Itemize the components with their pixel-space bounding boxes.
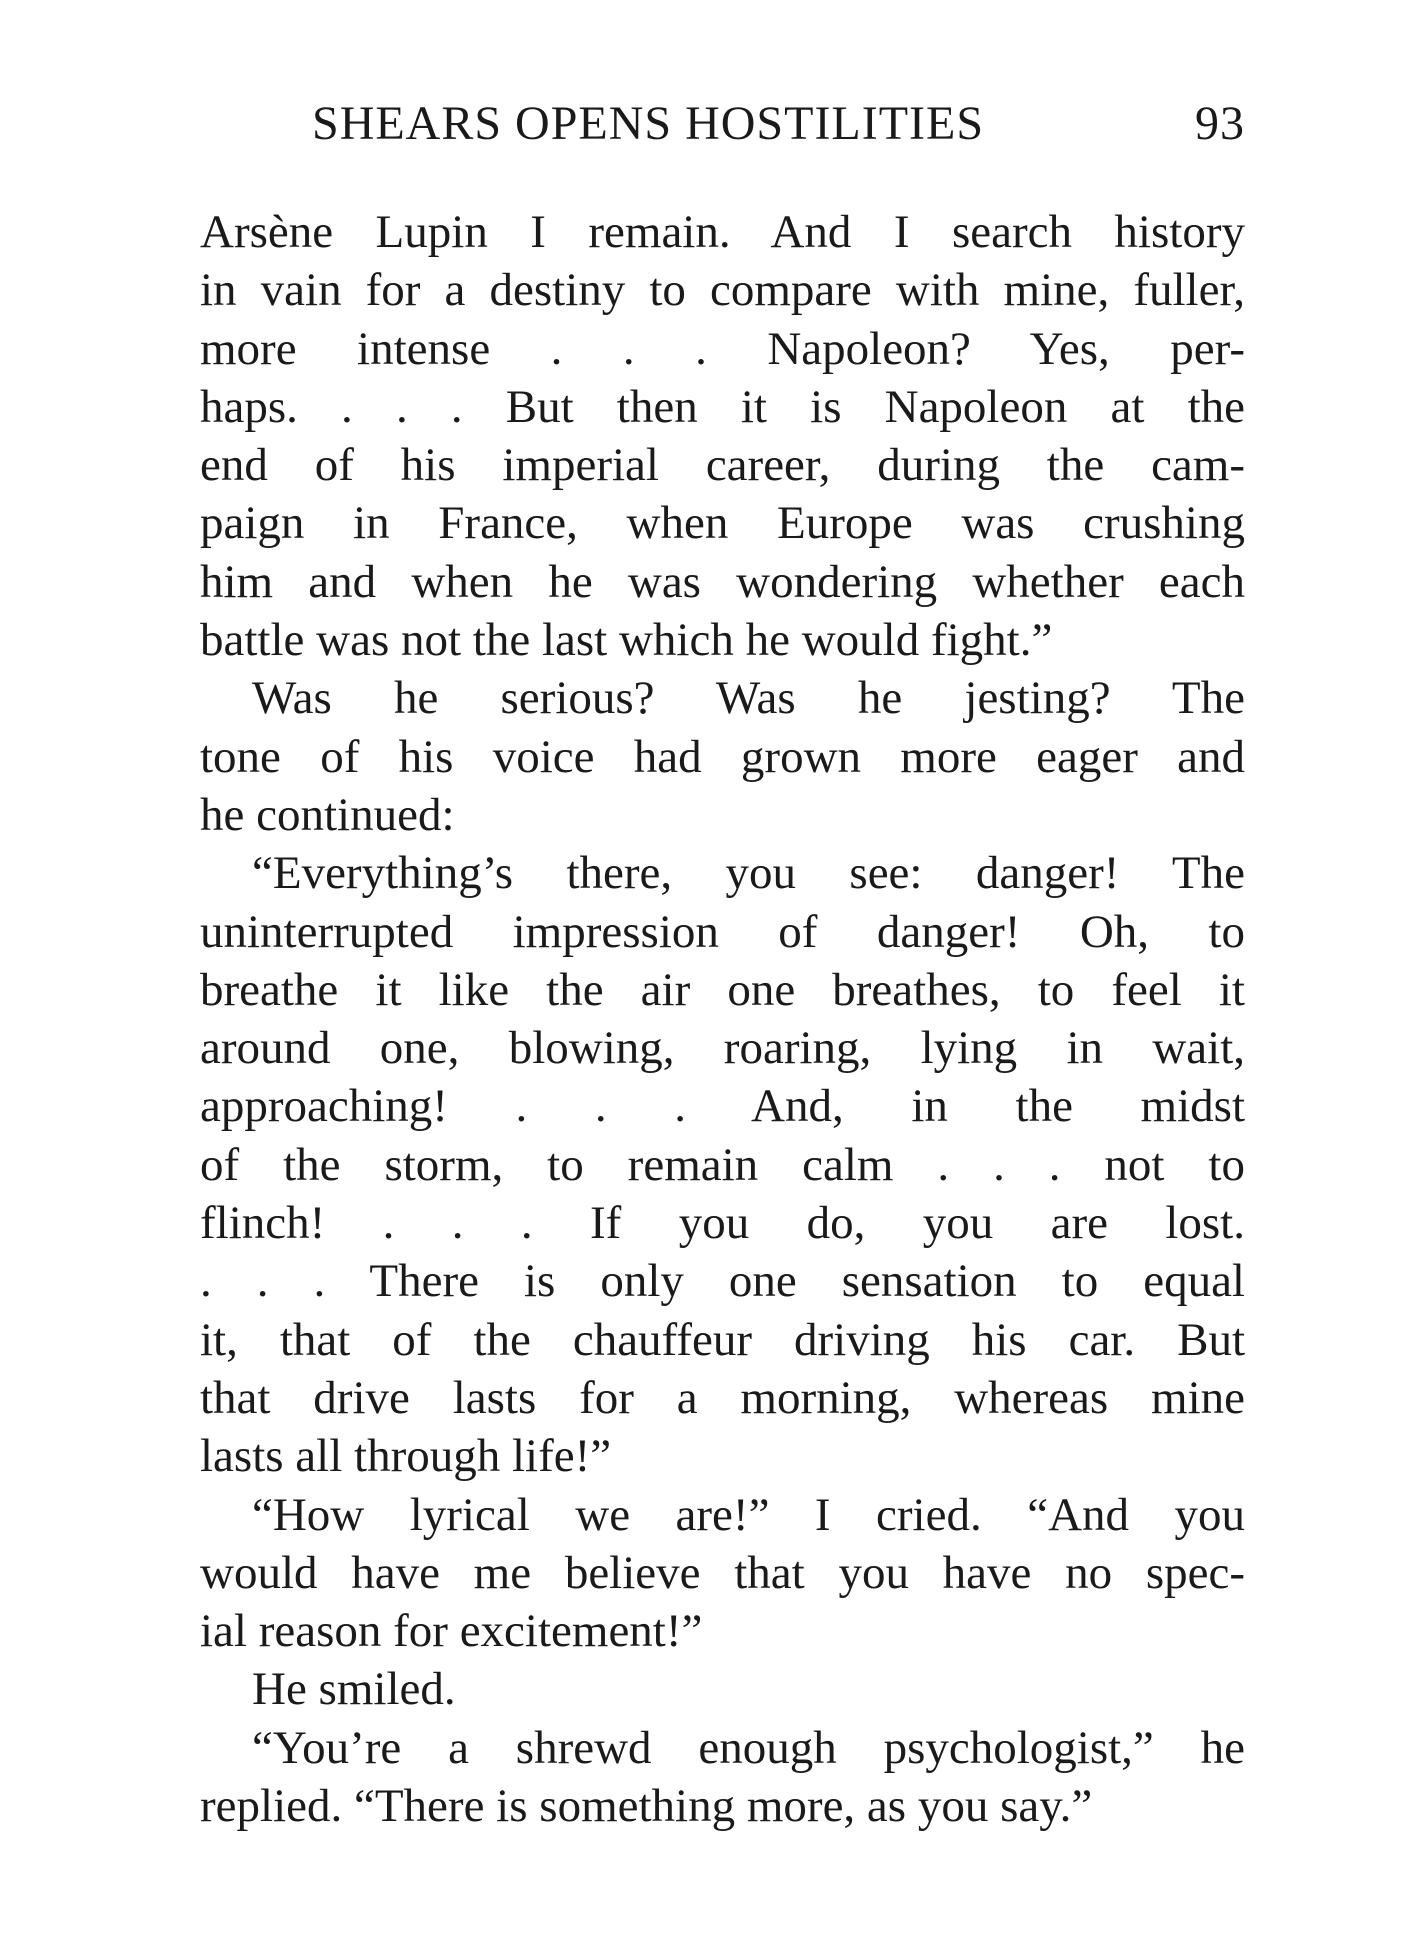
paragraph (200, 203, 1245, 669)
text-line: “How lyrical we are!” I cried. “And you (252, 1488, 1245, 1541)
running-title: SHEARS OPENS HOSTILITIES (312, 97, 985, 150)
text-line: flinch! . . . If you do, you are lost. (200, 1197, 1245, 1250)
text-line: approaching! . . . And, in the midst (200, 1080, 1245, 1133)
text-line: of the storm, to remain calm . . . not to (200, 1138, 1245, 1191)
text-line: it, that of the chauffeur driving his car. But (200, 1313, 1245, 1366)
text-line: “You’re a shrewd enough psychologist,” he (252, 1721, 1245, 1774)
paragraph (200, 1719, 1245, 1836)
text-line: Was he serious? Was he jesting? The (252, 672, 1245, 725)
text-line: tone of his voice had grown more eager and (200, 730, 1245, 783)
text-line: would have me believe that you have no spec- (200, 1546, 1245, 1599)
text-line: more intense . . . Napoleon? Yes, per- (200, 322, 1245, 375)
text-line: breathe it like the air one breathes, to feel it (200, 963, 1245, 1016)
text-line: He smiled. (252, 1663, 456, 1716)
text-line: ial reason for excitement!” (200, 1605, 703, 1658)
text-line: haps. . . . But then it is Napoleon at the (200, 380, 1245, 433)
text-line: “Everything’s there, you see: danger! The (252, 847, 1245, 900)
text-line: Arsène Lupin I remain. And I search history (200, 206, 1245, 258)
text-line: around one, blowing, roaring, lying in wait, (200, 1022, 1245, 1075)
text-line: that drive lasts for a morning, whereas mine (200, 1371, 1245, 1424)
paragraph (200, 669, 1245, 844)
text-line: . . . There is only one sensation to equal (200, 1255, 1245, 1308)
text-line: end of his imperial career, during the cam- (200, 439, 1245, 492)
text-line: lasts all through life!” (200, 1430, 612, 1483)
paragraph (200, 1486, 1245, 1661)
body-text (200, 203, 1245, 1835)
text-line: him and when he was wondering whether each (200, 555, 1245, 608)
text-line: replied. “There is something more, as you say.” (200, 1780, 1093, 1833)
paragraph (200, 1660, 1245, 1718)
text-line: uninterrupted impression of danger! Oh, to (200, 905, 1245, 958)
text-line: in vain for a destiny to compare with mine, fuller, (200, 264, 1245, 317)
page-number: 93 (1195, 97, 1245, 150)
text-line: paign in France, when Europe was crushing (200, 497, 1245, 550)
text-line: battle was not the last which he would fight.” (200, 614, 1053, 667)
paragraph (200, 844, 1245, 1485)
running-head (200, 96, 1245, 156)
text-line: he continued: (200, 788, 455, 841)
